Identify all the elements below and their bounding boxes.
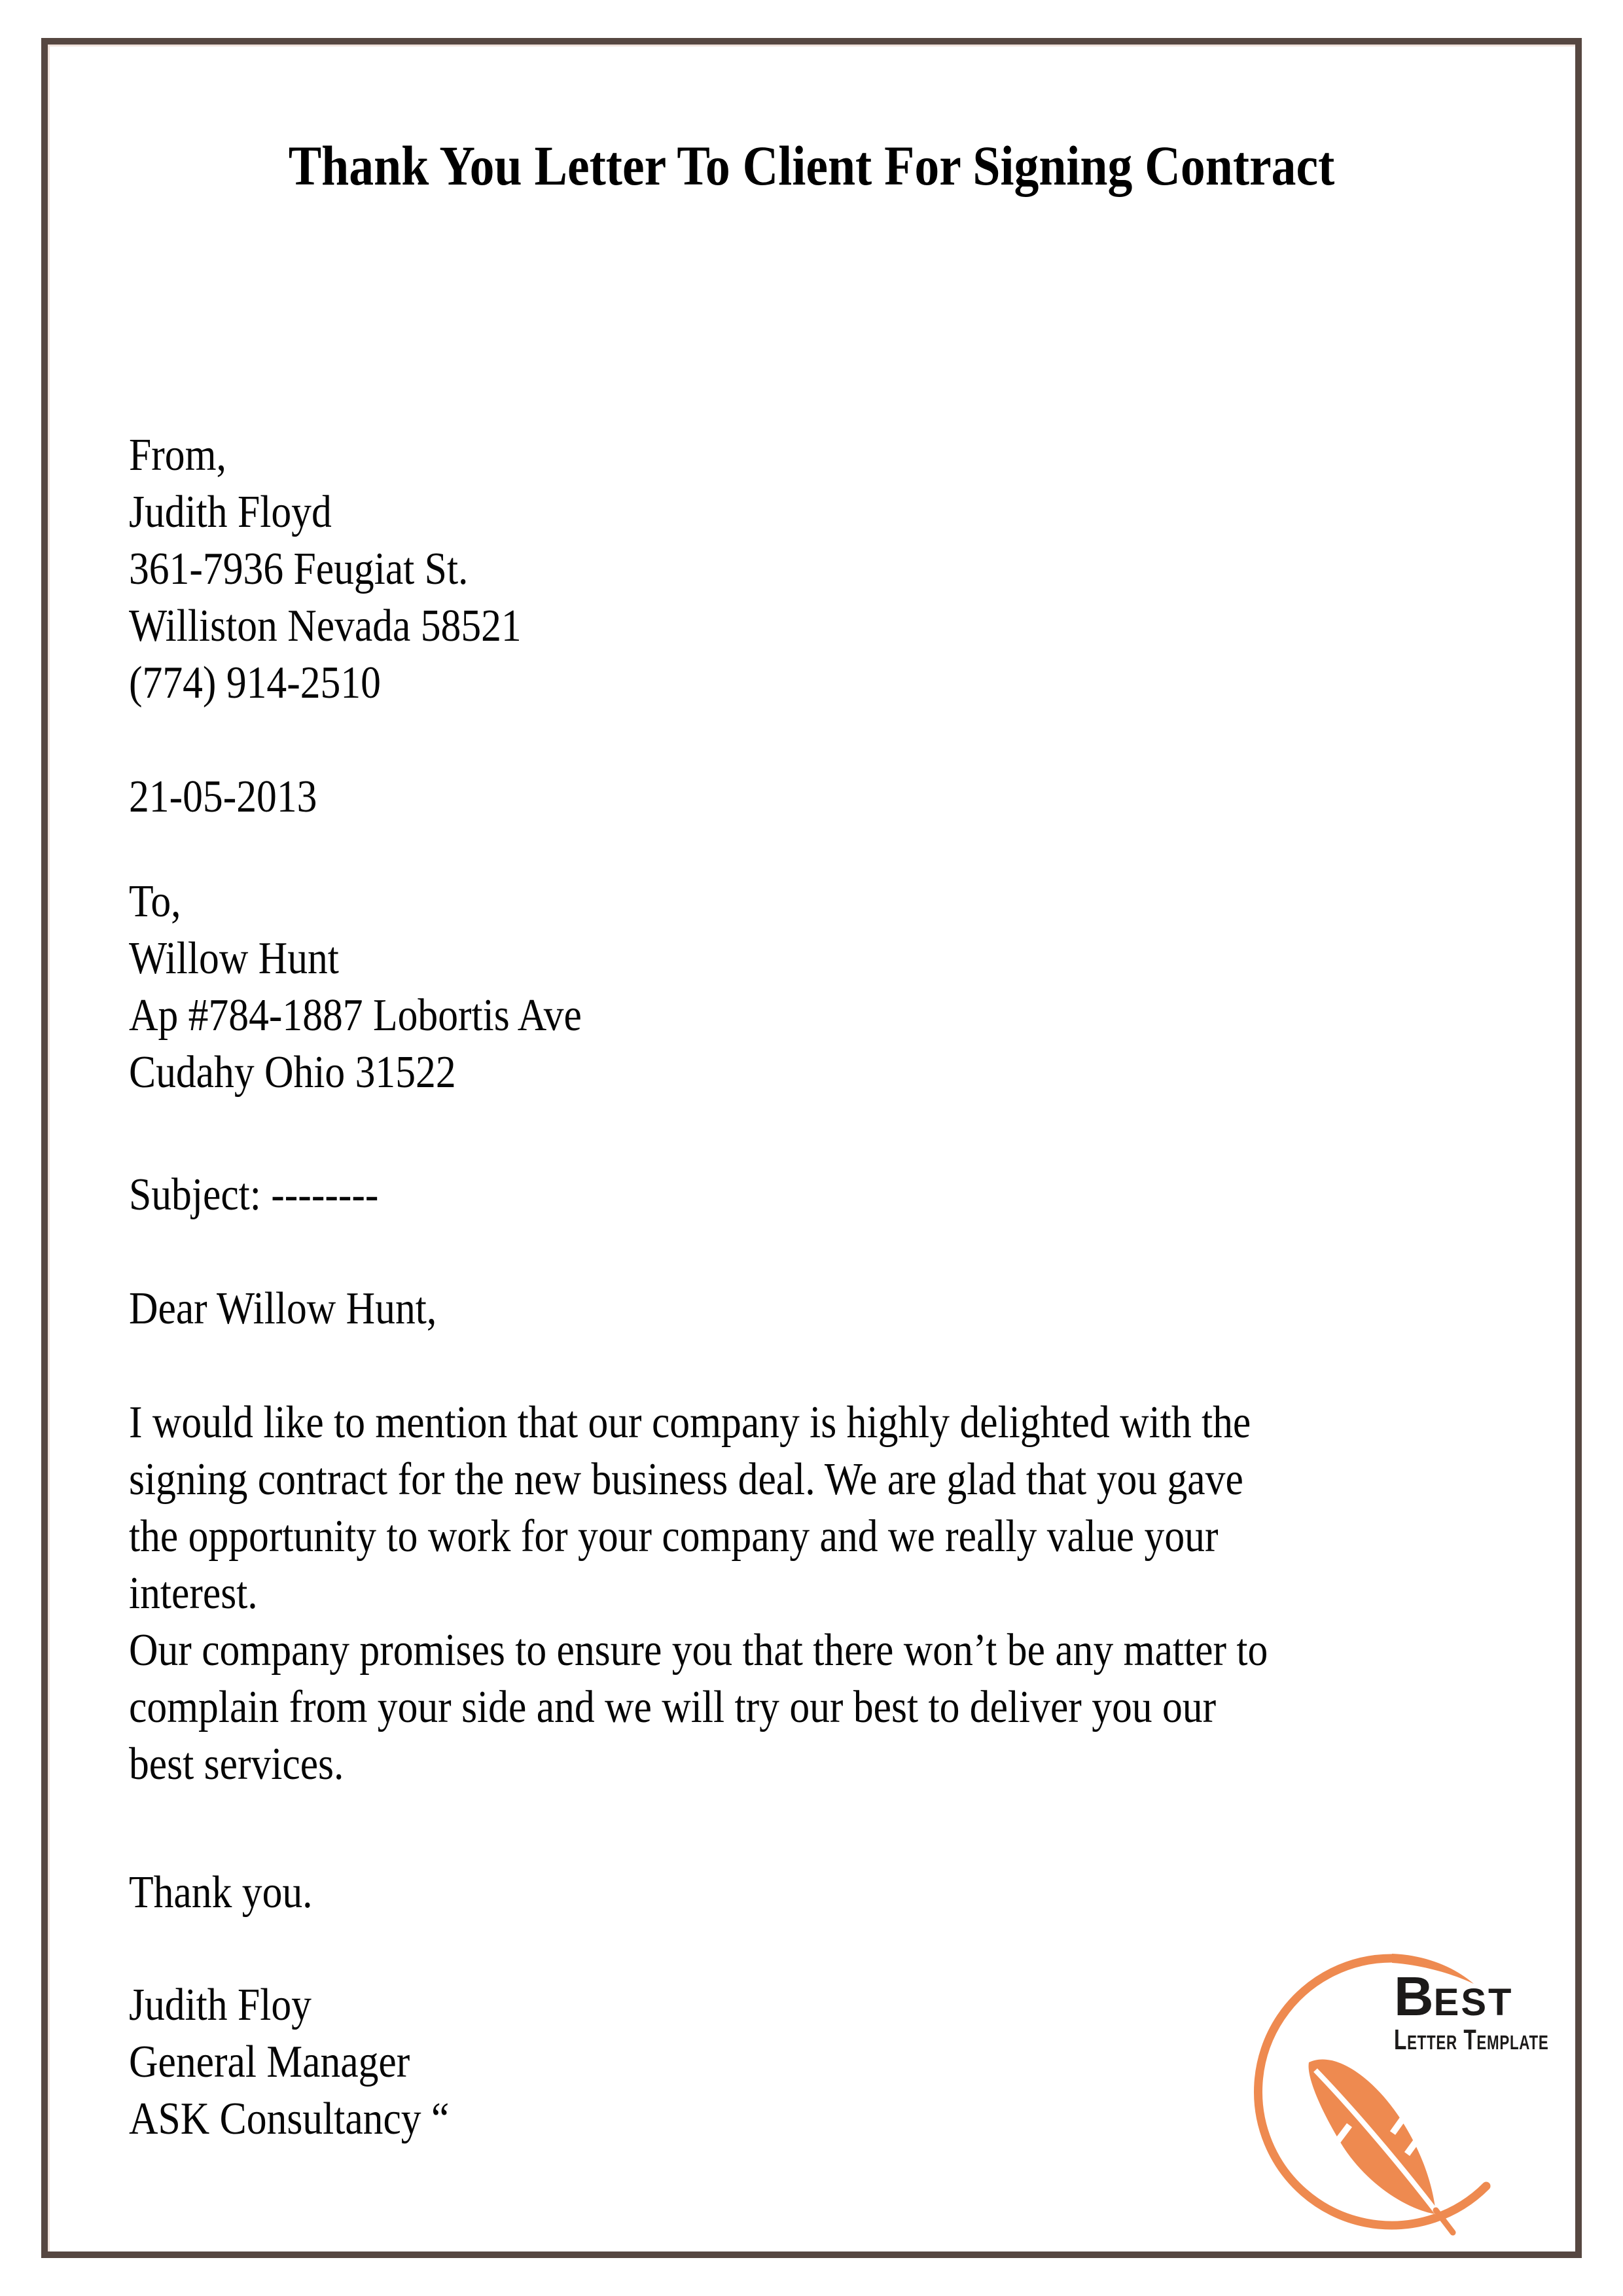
- recipient-name: Willow Hunt: [129, 933, 339, 984]
- recipient-city: Cudahy Ohio 31522: [129, 1047, 456, 1098]
- recipient-address: [129, 873, 582, 1101]
- brand-rest: EST: [1433, 1981, 1514, 2024]
- sender-street: 361-7936 Feugiat St.: [129, 544, 469, 594]
- signature-company: ASK Consultancy “: [129, 2094, 450, 2144]
- letter-date: 21-05-2013: [129, 772, 317, 822]
- body-line: signing contract for the new business deal. We are glad that you gave: [129, 1454, 1243, 1505]
- body-line: Our company promises to ensure you that there won’t be any matter to: [129, 1625, 1268, 1676]
- letter-body: [129, 1394, 1268, 1793]
- subject-line: Subject: --------: [129, 1170, 379, 1220]
- sender-city: Williston Nevada 58521: [129, 601, 522, 651]
- sender-label: From,: [129, 430, 226, 480]
- page-title: Thank You Letter To Client For Signing Contract: [288, 134, 1335, 197]
- body-line: the opportunity to work for your company and we really value your: [129, 1511, 1219, 1562]
- body-line: I would like to mention that our company is highly delighted with the: [129, 1397, 1251, 1448]
- page-border-frame: [41, 38, 1582, 2258]
- brand-tagline: Letter Template: [1394, 2024, 1549, 2056]
- signature-name: Judith Floy: [129, 1980, 312, 2030]
- salutation: Dear Willow Hunt,: [129, 1283, 437, 1334]
- brand-name: [1394, 1965, 1514, 2027]
- sender-address: [129, 427, 522, 711]
- recipient-label: To,: [129, 876, 181, 927]
- signature-block: [129, 1977, 449, 2147]
- sender-name: Judith Floyd: [129, 487, 332, 537]
- body-line: best services.: [129, 1739, 344, 1789]
- body-line: complain from your side and we will try our best to deliver you our: [129, 1682, 1217, 1732]
- recipient-street: Ap #784-1887 Lobortis Ave: [129, 990, 582, 1041]
- sender-phone: (774) 914-2510: [129, 658, 381, 708]
- brand-initial: B: [1394, 1965, 1434, 2027]
- body-line: interest.: [129, 1568, 258, 1619]
- closing-thank-you: Thank you.: [129, 1867, 313, 1918]
- brand-logo: [1243, 1947, 1590, 2255]
- signature-role: General Manager: [129, 2037, 410, 2087]
